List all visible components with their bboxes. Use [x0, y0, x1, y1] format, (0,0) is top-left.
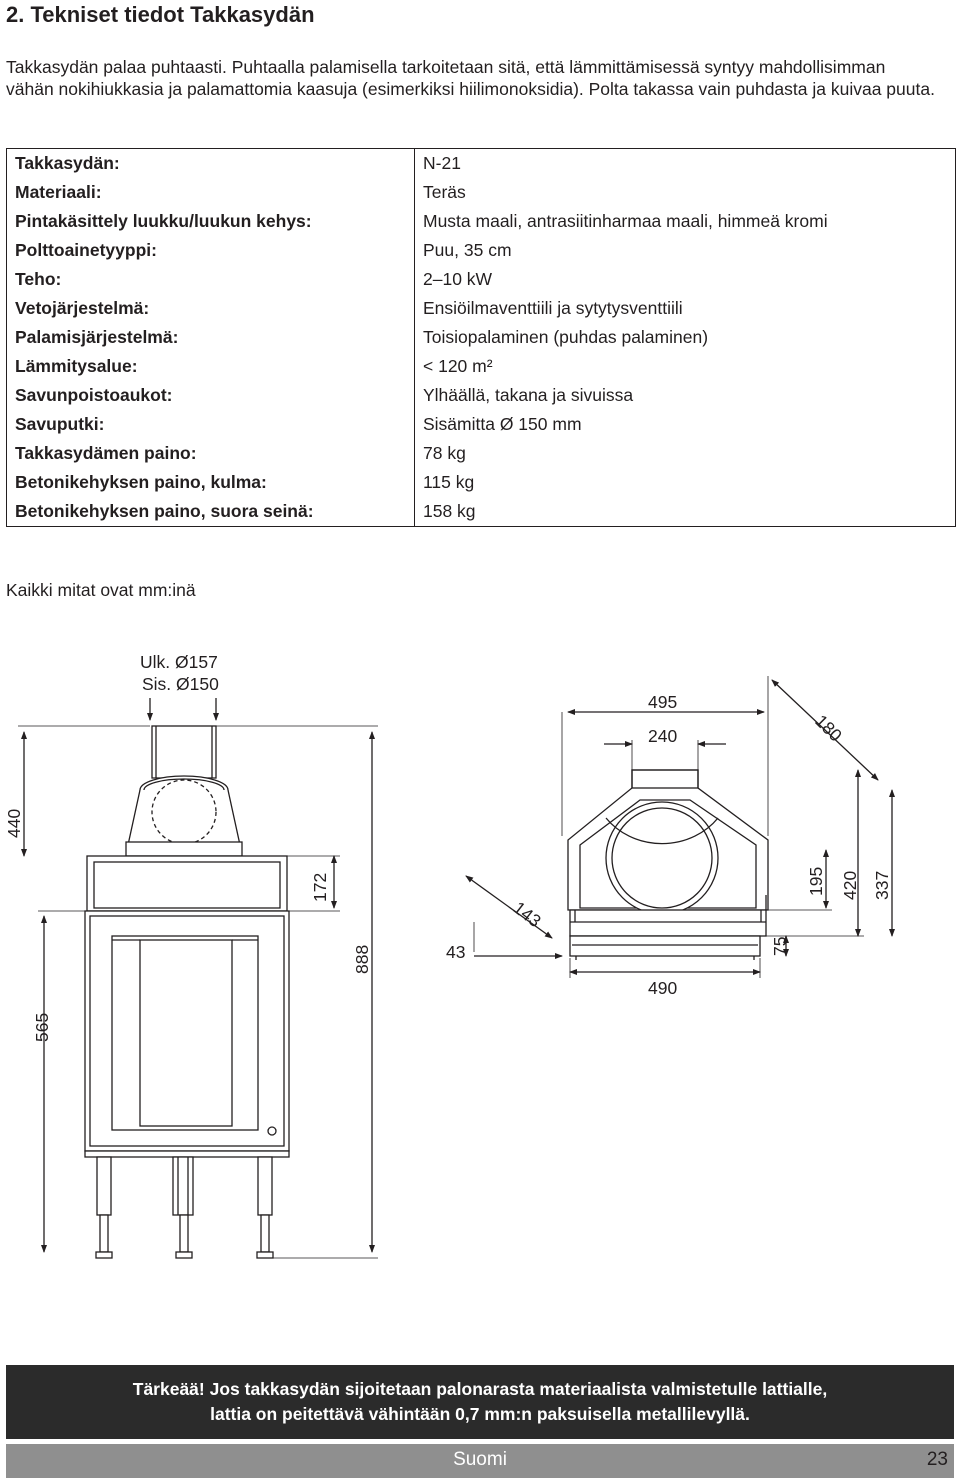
spec-value: 158 kg — [415, 497, 956, 527]
warning-box — [6, 1365, 954, 1439]
spec-label: Palamisjärjestelmä: — [7, 323, 415, 352]
spec-value: Ensiöilmaventtiili ja sytytysventtiili — [415, 294, 956, 323]
table-row — [7, 323, 956, 352]
spec-label: Teho: — [7, 265, 415, 294]
spec-value: Musta maali, antrasiitinharmaa maali, himmeä kromi — [415, 207, 956, 236]
units-note: Kaikki mitat ovat mm:inä — [6, 580, 196, 600]
spec-value: N-21 — [415, 149, 956, 179]
dim-240: 240 — [648, 726, 678, 746]
spec-value: 2–10 kW — [415, 265, 956, 294]
dim-143: 143 — [509, 897, 545, 932]
dim-565: 565 — [32, 1012, 52, 1042]
dim-888: 888 — [352, 944, 372, 974]
spec-label: Pintakäsittely luukku/luukun kehys: — [7, 207, 415, 236]
spec-label: Takkasydän: — [7, 149, 415, 179]
dim-180: 180 — [811, 710, 846, 746]
outer-diameter-label: Ulk. Ø157 — [140, 652, 218, 672]
spec-label: Betonikehyksen paino, suora seinä: — [7, 497, 415, 527]
spec-value: Sisämitta Ø 150 mm — [415, 410, 956, 439]
front-view — [4, 652, 378, 1258]
table-row — [7, 352, 956, 381]
technical-drawing — [0, 640, 960, 1280]
top-view — [446, 676, 892, 998]
spec-value: < 120 m² — [415, 352, 956, 381]
dim-195: 195 — [806, 866, 826, 896]
spec-label: Savuputki: — [7, 410, 415, 439]
spec-value: 78 kg — [415, 439, 956, 468]
table-row — [7, 294, 956, 323]
spec-value: Ylhäällä, takana ja sivuissa — [415, 381, 956, 410]
specs-table — [6, 148, 956, 527]
section-heading: 2. Tekniset tiedot Takkasydän — [6, 2, 315, 27]
spec-value: Toisiopalaminen (puhdas palaminen) — [415, 323, 956, 352]
table-row — [7, 265, 956, 294]
table-row — [7, 207, 956, 236]
dim-75: 75 — [770, 936, 790, 956]
dim-490: 490 — [648, 978, 678, 998]
dim-43: 43 — [446, 942, 466, 962]
table-row — [7, 410, 956, 439]
inner-diameter-label: Sis. Ø150 — [142, 674, 219, 694]
spec-value: Teräs — [415, 178, 956, 207]
spec-label: Lämmitysalue: — [7, 352, 415, 381]
dim-337: 337 — [872, 870, 892, 900]
table-row — [7, 468, 956, 497]
spec-label: Takkasydämen paino: — [7, 439, 415, 468]
spec-label: Betonikehyksen paino, kulma: — [7, 468, 415, 497]
dim-172: 172 — [310, 872, 330, 902]
table-row — [7, 381, 956, 410]
table-row — [7, 439, 956, 468]
table-row — [7, 149, 956, 179]
footer-language: Suomi — [453, 1449, 507, 1470]
spec-value: 115 kg — [415, 468, 956, 497]
spec-label: Polttoainetyyppi: — [7, 236, 415, 265]
spec-value: Puu, 35 cm — [415, 236, 956, 265]
table-row — [7, 236, 956, 265]
spec-label: Materiaali: — [7, 178, 415, 207]
page-footer — [6, 1444, 954, 1478]
dim-420: 420 — [840, 870, 860, 900]
spec-label: Vetojärjestelmä: — [7, 294, 415, 323]
intro-paragraph: Takkasydän palaa puhtaasti. Puhtaalla palamisella tarkoitetaan sitä, että lämmittämisessä syntyy mahdollisimman vähän nokihiukkasia ja palamattomia kaasuja (esimerkiksi hiilimonoksidia). Polta takassa vain puhdasta ja kuivaa puuta. — [6, 57, 935, 99]
warning-line-1: Tärkeää! Jos takkasydän sijoitetaan palonarasta materiaalista valmistetulle lattialle, — [132, 1379, 828, 1399]
dim-495: 495 — [648, 692, 678, 712]
spec-label: Savunpoistoaukot: — [7, 381, 415, 410]
page-number: 23 — [926, 1449, 948, 1470]
table-row — [7, 178, 956, 207]
table-row — [7, 497, 956, 527]
dim-440: 440 — [4, 808, 24, 838]
warning-line-2: lattia on peitettävä vähintään 0,7 mm:n paksuisella metallilevyllä. — [210, 1404, 750, 1424]
